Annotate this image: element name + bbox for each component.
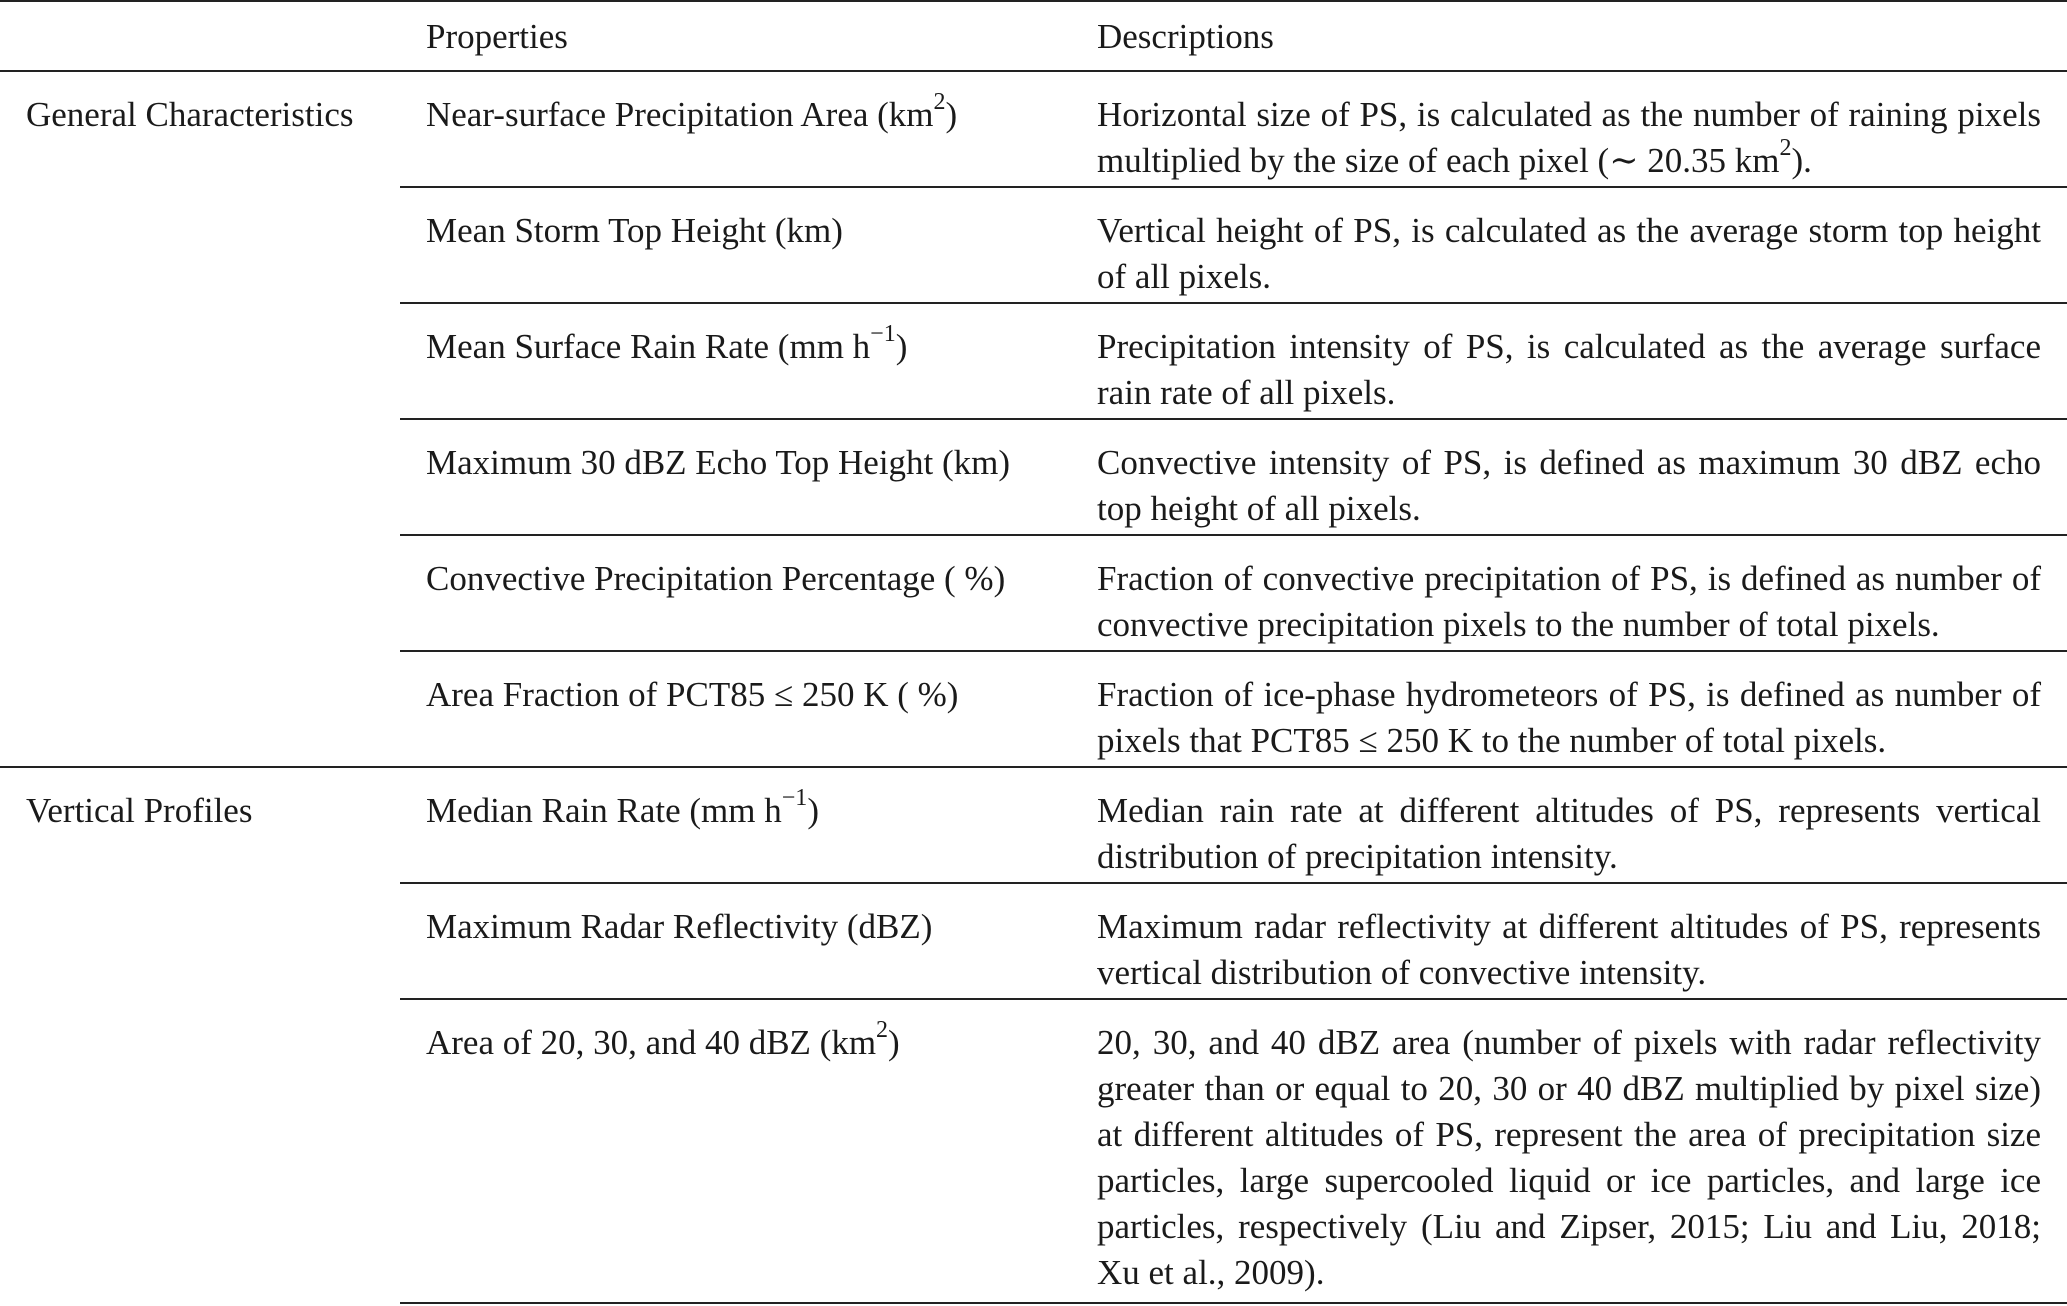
description-cell: Convective intensity of PS, is defined as maximum 30 dBZ echo top height of all pixels.	[1097, 419, 2067, 535]
property-cell: Maximum Radar Reflectivity (dBZ)	[400, 883, 1097, 999]
group-label: General Characteristics	[26, 95, 354, 134]
property-cell: Convective Precipitation Percentage ( %)	[400, 535, 1097, 651]
header-properties: Properties	[400, 1, 1097, 71]
table-row	[0, 71, 2067, 187]
property-cell: Mean Surface Rain Rate (mm $h^{-1}$)	[400, 303, 1097, 419]
property-cell: Area of 20, 30, and 40 dBZ $(km^2)$	[400, 999, 1097, 1303]
description-cell: Precipitation intensity of PS, is calculated as the average surface rain rate of all pixels.	[1097, 303, 2067, 419]
header-descriptions: Descriptions	[1097, 1, 2067, 71]
description-cell: Median rain rate at different altitudes of PS, represents vertical distribution of precipitation intensity.	[1097, 767, 2067, 883]
description-cell: Horizontal size of PS, is calculated as the number of raining pixels multiplied by the size of each pixel (∼ 20.35 $km^2$).	[1097, 95, 2041, 180]
group-label: Vertical Profiles	[0, 767, 400, 1303]
description-cell: Fraction of convective precipitation of PS, is defined as number of convective precipitation pixels to the number of total pixels.	[1097, 535, 2067, 651]
header-group	[0, 1, 400, 71]
table-row	[0, 767, 2067, 883]
description-cell: Maximum radar reflectivity at different altitudes of PS, represents vertical distribution of convective intensity.	[1097, 883, 2067, 999]
property-cell: Median Rain Rate (mm $h^{-1}$)	[400, 767, 1097, 883]
description-cell: Fraction of ice-phase hydrometeors of PS, is defined as number of pixels that PCT85 ≤ 250 K to the number of total pixels.	[1097, 651, 2067, 767]
property-cell: Near-surface Precipitation Area $(km^2)$	[426, 89, 958, 134]
property-cell: Mean Storm Top Height (km)	[400, 187, 1097, 303]
description-cell: 20, 30, and 40 dBZ area (number of pixels with radar reflectivity greater than or equal to 20, 30 or 40 dBZ multiplied by pixel size) at different altitudes of PS, represent the area of precipitation size particles, large supercooled liquid or ice particles, and large ice particles, respectively (Liu and Zipser, 2015; Liu and Liu, 2018; Xu et al., 2009).	[1097, 999, 2067, 1303]
property-cell: Area Fraction of PCT85 ≤ 250 K ( %)	[400, 651, 1097, 767]
table-header-row	[0, 1, 2067, 71]
property-cell: Maximum 30 dBZ Echo Top Height (km)	[400, 419, 1097, 535]
description-cell: Vertical height of PS, is calculated as the average storm top height of all pixels.	[1097, 187, 2067, 303]
